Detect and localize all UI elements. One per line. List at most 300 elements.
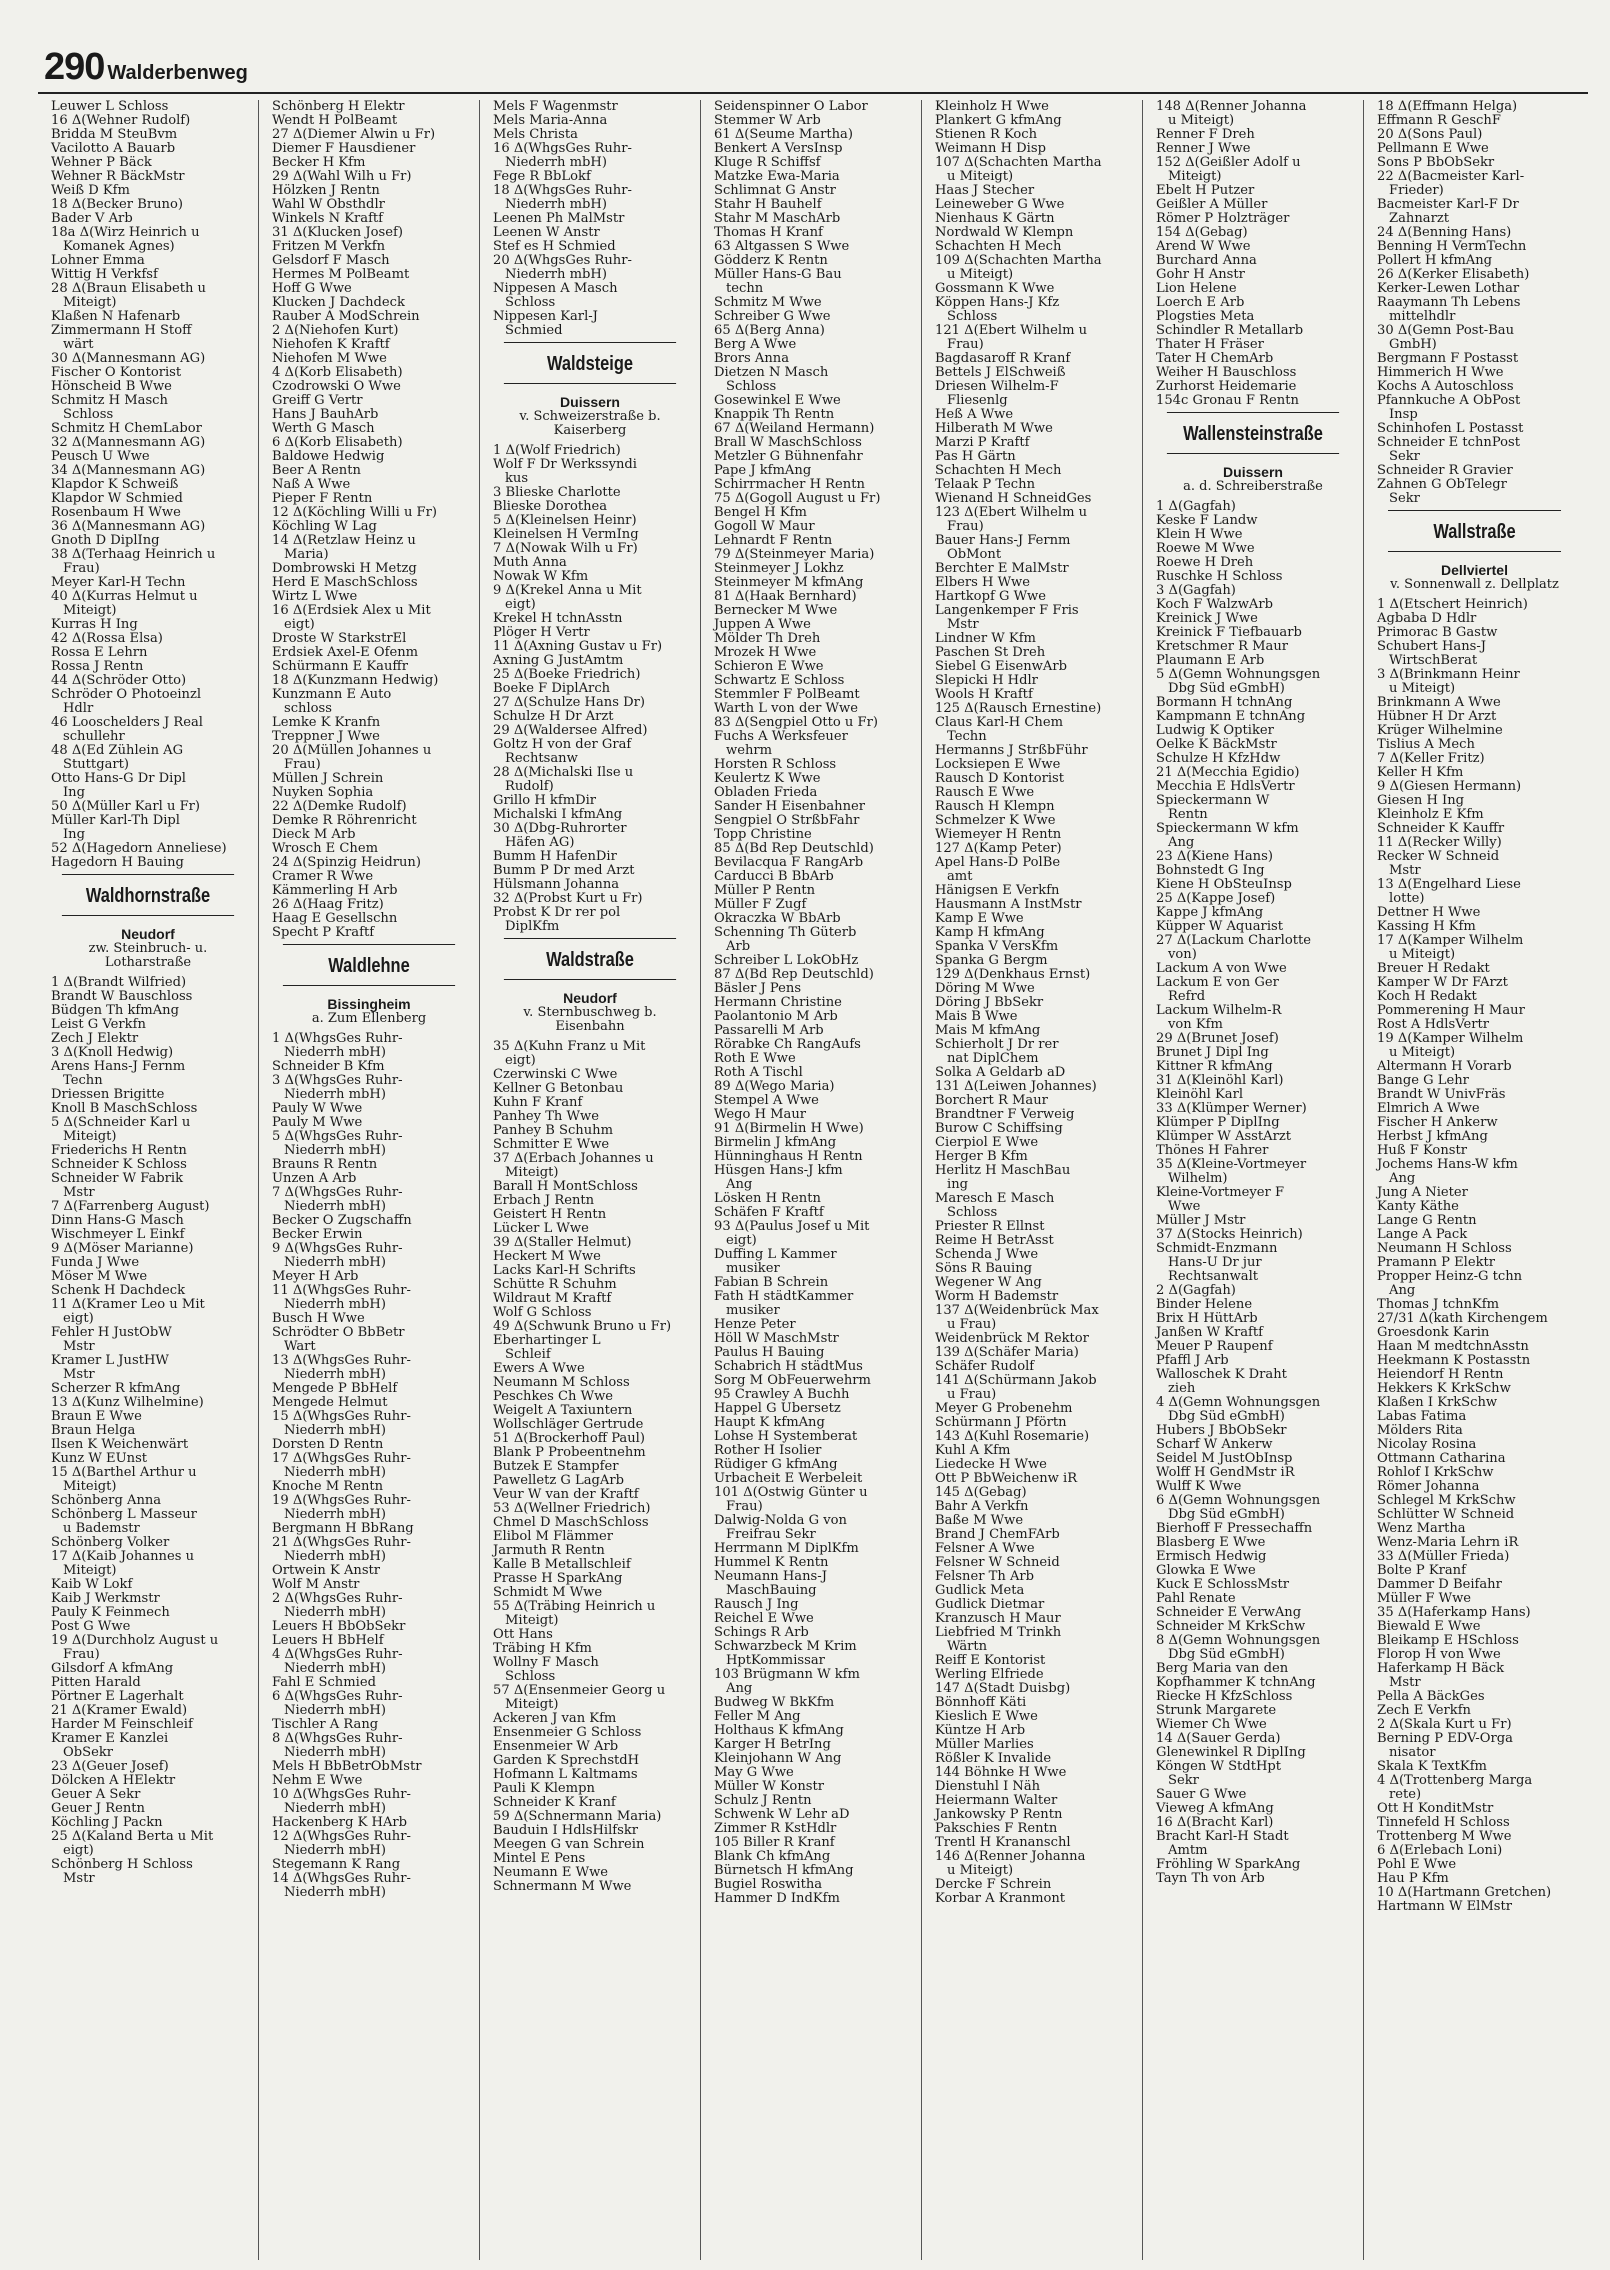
directory-entry: Hölzken J Rentn [272,184,380,198]
entry-continuation: Wwe [1168,1200,1201,1214]
directory-entry: Nicolay Rosina [1377,1438,1477,1452]
directory-entry: Bracht Karl-H Stadt [1156,1830,1289,1844]
directory-entry: Schütte R Schuhm [493,1278,617,1292]
entry-continuation: Rechtsanwalt [1168,1270,1259,1284]
entry-continuation: Mstr [63,1186,95,1200]
directory-entry: Keske F Landw [1156,514,1258,528]
directory-entry: Spanka G Bergm [935,954,1048,968]
entry-continuation: Mstr [63,1872,95,1886]
directory-entry: Pauli K Klempn [493,1782,595,1796]
directory-entry: Sander H Eisenbahner [714,800,866,814]
directory-entry: Bahr A Verkfn [935,1500,1029,1514]
directory-entry: Schwenk W Lehr aD [714,1808,850,1822]
directory-entry: 143 Δ(Kuhl Rosemarie) [935,1430,1090,1444]
entry-continuation: Niederrh mbH) [284,1704,386,1718]
directory-entry: 10 Δ(WhgsGes Ruhr- [272,1788,411,1802]
directory-entry: Baldowe Hedwig [272,450,385,464]
directory-entry: Korbar A Kranmont [935,1892,1066,1906]
directory-entry: Blank Ch kfmAng [714,1850,831,1864]
directory-entry: Ottmann Catharina [1377,1452,1506,1466]
directory-entry: 5 Δ(Kleinelsen Heinr) [493,514,637,528]
directory-entry: Roth E Wwe [714,1052,796,1066]
directory-entry: Schmitz H ChemLabor [51,422,202,436]
directory-entry: 42 Δ(Rossa Elsa) [51,632,163,646]
directory-entry: Post G Wwe [51,1620,131,1634]
directory-entry: Klucken J Dachdeck [272,296,405,310]
directory-entry: Träbing H Kfm [493,1642,592,1656]
directory-entry: Pfaffl J Arb [1156,1354,1229,1368]
entry-continuation: Frau) [726,1500,763,1514]
directory-entry: 18 Δ(Kunzmann Hedwig) [272,674,439,688]
directory-entry: 19 Δ(WhgsGes Ruhr- [272,1494,411,1508]
directory-entry: Mintel E Pens [493,1852,586,1866]
directory-entry: Kramer E Kanzlei [51,1732,169,1746]
directory-entry: Zahnen G ObTelegr [1377,478,1507,492]
entry-continuation: ing [947,1178,969,1192]
street-location: v. Sternbuschweg b. [523,1005,657,1020]
directory-entry: Hausmann A InstMstr [935,898,1082,912]
directory-entry: 26 Δ(Kerker Elisabeth) [1377,268,1530,282]
directory-entry: 11 Δ(Recker Willy) [1377,836,1502,850]
directory-entry: Klümper W AsstArzt [1156,1130,1292,1144]
entry-continuation: Niederrh mbH) [284,1466,386,1480]
directory-entry: Klümper P DiplIng [1156,1116,1280,1130]
directory-entry: Gohr H Anstr [1156,268,1245,282]
directory-entry: Kramer L JustHW [51,1354,169,1368]
directory-entry: Schubert Hans-J [1377,640,1487,654]
directory-entry: Bevilacqua F RangArb [714,856,864,870]
directory-entry: Rörabke Ch RangAufs [714,1038,861,1052]
directory-entry: Herbst J kfmAng [1377,1130,1488,1144]
directory-entry: Blieske Dorothea [493,500,608,514]
directory-entry: Wollny F Masch [493,1656,599,1670]
directory-entry: Demke R Röhrenricht [272,814,417,828]
directory-entry: Becker H Kfm [272,156,366,170]
directory-entry: Tislius A Mech [1377,738,1475,752]
entry-continuation: schullehr [63,730,125,744]
directory-entry: Müller J Mstr [1156,1214,1246,1228]
directory-entry: Huß F Konstr [1377,1144,1467,1158]
directory-entry: 13 Δ(Kunz Wilhelmine) [51,1396,204,1410]
directory-entry: Agbaba D Hdlr [1377,612,1477,626]
directory-entry: Dietzen N Masch [714,366,829,380]
directory-entry: Janßen W Kraftf [1156,1326,1264,1340]
directory-entry: Wirtz L Wwe [272,590,358,604]
directory-entry: Kranzusch H Maur [935,1612,1061,1626]
directory-entry: Köchling J Packn [51,1816,163,1830]
directory-entry: Fath H städtKammer [714,1290,854,1304]
street-heading-block [485,938,695,1040]
directory-entry: 14 Δ(Retzlaw Heinz u [272,534,416,548]
entry-continuation: Miteigt) [63,1130,117,1144]
directory-entry: Köchling W Lag [272,520,377,534]
directory-entry: Stempel A Wwe [714,1094,819,1108]
directory-entry: 141 Δ(Schürmann Jakob [935,1374,1097,1388]
directory-entry: Rausch J Ing [714,1598,799,1612]
directory-entry: 105 Biller R Kranf [714,1836,835,1850]
directory-entry: Hofmann L Kaltmams [493,1768,638,1782]
directory-entry: Harder M Feinschleif [51,1718,193,1732]
directory-entry: 49 Δ(Schwunk Bruno u Fr) [493,1320,672,1334]
directory-entry: 6 Δ(Gemn Wohnungsgen [1156,1494,1321,1508]
entry-continuation: Niederrh mbH) [284,1844,386,1858]
entry-continuation: Miteigt) [505,1698,559,1712]
directory-entry: Fischer H Ankerw [1377,1116,1498,1130]
directory-entry: Hermanns J StrßbFühr [935,744,1088,758]
directory-entry: Schäfen F Kraftf [714,1206,824,1220]
directory-entry: Burow C Schiffsing [935,1122,1063,1136]
directory-entry: Rossa E Lehrn [51,646,148,660]
directory-entry: Ensenmeier G Schloss [493,1726,642,1740]
directory-entry: Klapdor K Schweiß [51,478,179,492]
directory-entry: 2 Δ(Gagfah) [1156,1284,1236,1298]
directory-entry: Rossa J Rentn [51,660,144,674]
directory-entry: Funda J Wwe [51,1256,140,1270]
directory-entry: 27 Δ(Diemer Alwin u Fr) [272,128,436,142]
directory-entry: Dammer D Beifahr [1377,1578,1502,1592]
directory-entry: Schneider E VerwAng [1156,1606,1302,1620]
directory-entry: 31 Δ(Kleinöhl Karl) [1156,1074,1284,1088]
directory-entry: 3 Δ(WhgsGes Ruhr- [272,1074,403,1088]
directory-entry: Dombrowski H Metzg [272,562,417,576]
directory-entry: Mengede P BbHelf [272,1382,398,1396]
directory-entry: Kreinick F Tiefbauarb [1156,626,1302,640]
directory-entry: 50 Δ(Müller Karl u Fr) [51,800,201,814]
directory-entry: Hekkers K KrkSchw [1377,1382,1511,1396]
entry-continuation: Freifrau Sekr [726,1528,816,1542]
directory-entry: Braun E Wwe [51,1410,142,1424]
directory-entry: Schneider B Kfm [272,1060,385,1074]
directory-entry: Hübner H Dr Arzt [1377,710,1497,724]
directory-entry: 79 Δ(Steinmeyer Maria) [714,548,875,562]
directory-entry: Pollert H kfmAng [1377,254,1493,268]
entry-continuation: Rechtsanw [505,752,578,766]
directory-entry: Primorac B Gastw [1377,626,1498,640]
directory-entry: Schenk H Dachdeck [51,1284,186,1298]
directory-entry: Rausch D Kontorist [935,772,1065,786]
directory-entry: Bernecker M Wwe [714,604,838,618]
directory-entry: Elbers H Wwe [935,576,1031,590]
directory-entry: Köngen W StdtHpt [1156,1760,1282,1774]
directory-entry: Bönnhoff Käti [935,1696,1027,1710]
directory-entry: Gudlick Meta [935,1584,1025,1598]
directory-entry: Elibol M Flämmer [493,1530,614,1544]
directory-entry: 4 Δ(Trottenberg Marga [1377,1774,1533,1788]
directory-entry: Tinnefeld H Schloss [1377,1816,1510,1830]
directory-entry: Rauber A ModSchrein [272,310,420,324]
directory-entry: Zurhorst Heidemarie [1156,380,1297,394]
directory-entry: 5 Δ(Gemn Wohnungsgen [1156,668,1321,682]
entry-continuation: Mstr [1389,1676,1421,1690]
directory-entry: Hartmann W ElMstr [1377,1900,1513,1914]
directory-entry: Kreinick J Wwe [1156,612,1258,626]
entry-continuation: eigt) [63,1312,94,1326]
page-number: 290 [44,46,105,88]
directory-entry: Matzke Ewa-Maria [714,170,840,184]
directory-entry: Brauns R Rentn [272,1158,378,1172]
directory-column [1143,100,1364,2260]
directory-entry: Wegener W Ang [935,1276,1042,1290]
directory-entry: Keulertz K Wwe [714,772,821,786]
directory-entry: Gossmann K Wwe [935,282,1055,296]
directory-entry: Römer Johanna [1377,1480,1480,1494]
directory-entry: 7 Δ(WhgsGes Ruhr- [272,1186,403,1200]
directory-entry: Altermann H Vorarb [1377,1060,1512,1074]
street-name: Waldhornstraße [62,874,234,916]
directory-entry: Stienen R Koch [935,128,1038,142]
directory-entry: Czerwinski C Wwe [493,1068,618,1082]
directory-entry: Berg Maria van den [1156,1662,1289,1676]
entry-continuation: Niederrh mbH) [284,1424,386,1438]
directory-entry: Mrozek H Wwe [714,646,817,660]
entry-continuation: u Frau) [947,1388,997,1402]
entry-continuation: Miteigt) [63,296,117,310]
directory-entry: Pommerening H Maur [1377,1004,1525,1018]
directory-entry: Bäsler J Pens [714,982,802,996]
directory-entry: Köppen Hans-J Kfz [935,296,1060,310]
directory-entry: Schürmann E Kauffr [272,660,408,674]
directory-entry: Effmann R GeschF [1377,114,1501,128]
directory-entry: 2 Δ(Skala Kurt u Fr) [1377,1718,1512,1732]
directory-entry: Trentl H Krananschl [935,1836,1071,1850]
entry-continuation: Sekr [1168,1774,1199,1788]
directory-entry: Haupt K kfmAng [714,1416,825,1430]
directory-entry: Felsner A Wwe [935,1542,1035,1556]
directory-entry: Binder Helene [1156,1298,1253,1312]
directory-entry: Chmel D MaschSchloss [493,1516,649,1530]
directory-entry: 53 Δ(Wellner Friedrich) [493,1502,651,1516]
directory-entry: 8 Δ(WhgsGes Ruhr- [272,1732,403,1746]
entry-continuation: Sekr [1389,492,1420,506]
entry-continuation: Miteigt) [63,1564,117,1578]
directory-entry: Jochems Hans-W kfm [1377,1158,1518,1172]
directory-entry: 5 Δ(Schneider Karl u [51,1116,191,1130]
directory-entry: Spieckermann W kfm [1156,822,1299,836]
entry-continuation: Sekr [1389,450,1420,464]
directory-entry: 22 Δ(Bacmeister Karl- [1377,170,1525,184]
directory-entry: Schinhofen L Postasst [1377,422,1524,436]
directory-entry: Rößler K Invalide [935,1752,1052,1766]
directory-entry: Plöger H Vertr [493,626,590,640]
directory-entry: 13 Δ(Engelhard Liese [1377,878,1521,892]
directory-entry: Wildraut M Kraftf [493,1292,612,1306]
directory-entry: Hünninghaus H Rentn [714,1150,863,1164]
directory-entry: 52 Δ(Hagedorn Anneliese) [51,842,227,856]
directory-entry: Duffing L Kammer [714,1248,837,1262]
directory-entry: Kleinöhl Karl [1156,1088,1244,1102]
directory-entry: 20 Δ(Sons Paul) [1377,128,1483,142]
directory-entry: Nuyken Sophia [272,786,374,800]
district-name: Duissern [560,394,620,410]
directory-entry: 6 Δ(WhgsGes Ruhr- [272,1690,403,1704]
directory-entry: Kanty Käthe [1377,1200,1459,1214]
directory-entry: 16 Δ(Bracht Karl) [1156,1816,1274,1830]
directory-entry: Zimmer R KstHdlr [714,1822,837,1836]
directory-entry: Plaumann E Arb [1156,654,1265,668]
directory-entry: Winkels N Kraftf [272,212,384,226]
directory-entry: Rother H Isolier [714,1444,822,1458]
directory-entry: Dienstuhl I Näh [935,1780,1041,1794]
directory-entry: Roewe M Wwe [1156,542,1255,556]
entry-continuation: Frau) [947,338,984,352]
entry-continuation: Ang [1389,1172,1416,1186]
entry-continuation: Miteigt) [505,1614,559,1628]
directory-entry: Leenen Ph MalMstr [493,212,625,226]
directory-entry: Heiermann Walter [935,1794,1058,1808]
directory-entry: Gilsdorf A kfmAng [51,1662,174,1676]
directory-entry: 32 Δ(Probst Kurt u Fr) [493,892,643,906]
directory-entry: Leineweber G Wwe [935,198,1065,212]
directory-entry: Meuer P Raupenf [1156,1340,1273,1354]
directory-entry: Schlütter W Schneid [1377,1508,1515,1522]
directory-entry: Burchard Anna [1156,254,1257,268]
directory-entry: Kleine-Vortmeyer F [1156,1186,1285,1200]
directory-entry: Geuer A Sekr [51,1788,141,1802]
directory-entry: 14 Δ(WhgsGes Ruhr- [272,1872,411,1886]
directory-entry: Hönscheid B Wwe [51,380,172,394]
directory-entry: Slepicki H Hdlr [935,674,1038,688]
entry-continuation: Dbg Süd eGmbH) [1168,1508,1285,1522]
directory-entry: 1 Δ(Gagfah) [1156,500,1236,514]
directory-entry: 121 Δ(Ebert Wilhelm u [935,324,1088,338]
directory-entry: Schulz J Rentn [714,1794,812,1808]
entry-continuation: nisator [1389,1746,1436,1760]
directory-entry: 17 Δ(Kaib Johannes u [51,1550,195,1564]
directory-entry: Herlitz H MaschBau [935,1164,1071,1178]
directory-entry: Goltz H von der Graf [493,738,632,752]
directory-entry: Borchert R Maur [935,1094,1048,1108]
directory-entry: Kassing H Kfm [1377,920,1476,934]
street-location: zw. Steinbruch- u. [88,941,208,956]
directory-entry: 20 Δ(WhgsGes Ruhr- [493,254,632,268]
directory-entry: Weimann H Disp [935,142,1046,156]
directory-entry: Schulze H KfzHdw [1156,752,1281,766]
entry-continuation: Fliesenlg [947,394,1008,408]
directory-entry: Obladen Frieda [714,786,818,800]
directory-entry: 11 Δ(WhgsGes Ruhr- [272,1284,411,1298]
entry-continuation: Miteigt) [1168,170,1222,184]
entry-continuation: Hans-U Dr jur [1168,1256,1262,1270]
directory-entry: Bierhoff F Pressechaffn [1156,1522,1313,1536]
directory-entry: 46 Looschelders J Real [51,716,203,730]
directory-entry: Walloschek K Draht [1156,1368,1287,1382]
directory-entry: Maresch E Masch [935,1192,1055,1206]
directory-entry: Wahl W Obsthdlr [272,198,385,212]
entry-continuation: Frieder) [1389,184,1444,198]
directory-entry: Kunzmann E Auto [272,688,392,702]
directory-entry: Pawelletz G LagArb [493,1474,625,1488]
directory-entry: Ott Hans [493,1628,553,1642]
district-name: Duissern [1223,464,1283,480]
entry-continuation: Hdlr [63,702,94,716]
directory-entry: 30 Δ(Mannesmann AG) [51,352,206,366]
directory-entry: Barall H MontSchloss [493,1180,638,1194]
directory-entry: Zech E Verkfn [1377,1704,1471,1718]
entry-continuation: Niederrh mbH) [284,1256,386,1270]
directory-entry: Krüger Wilhelmine [1377,724,1503,738]
directory-entry: 17 Δ(WhgsGes Ruhr- [272,1452,411,1466]
directory-entry: Mölder Th Dreh [714,632,821,646]
directory-entry: Seidel M JustObInsp [1156,1452,1293,1466]
directory-entry: Schwartz E Schloss [714,674,845,688]
entry-continuation: Mstr [1389,864,1421,878]
entry-continuation: schloss [284,702,332,716]
directory-entry: Bengel H Kfm [714,506,807,520]
directory-entry: Friederichs H Rentn [51,1144,187,1158]
entry-continuation: Niederrh mbH) [284,1746,386,1760]
directory-entry: 44 Δ(Schröder Otto) [51,674,187,688]
directory-entry: Bader V Arb [51,212,133,226]
directory-entry: Klaßen N Hafenarb [51,310,181,324]
directory-entry: Breuer H Redakt [1377,962,1490,976]
directory-entry: Zech J Elektr [51,1032,139,1046]
directory-entry: 28 Δ(Braun Elisabeth u [51,282,206,296]
directory-entry: Driesen Wilhelm-F [935,380,1059,394]
directory-entry: May G Wwe [714,1766,794,1780]
directory-entry: Blank P Probeentnehm [493,1446,646,1460]
directory-entry: Brix H HüttArb [1156,1312,1258,1326]
entry-continuation: Niederrh mbH) [284,1886,386,1900]
directory-entry: Reime H BetrAsst [935,1234,1054,1248]
directory-entry: Arens Hans-J Fernm [51,1060,186,1074]
directory-entry: 2 Δ(Niehofen Kurt) [272,324,399,338]
directory-entry: 139 Δ(Schäfer Maria) [935,1346,1079,1360]
directory-entry: 3 Δ(Gagfah) [1156,584,1236,598]
directory-entry: Geißler A Müller [1156,198,1268,212]
directory-entry: Hartkopf G Wwe [935,590,1046,604]
directory-entry: Renner F Dreh [1156,128,1255,142]
directory-entry: Wiemeyer H Rentn [935,828,1062,842]
directory-entry: Sengpiel O StrßbFahr [714,814,860,828]
directory-entry: Oelke K BäckMstr [1156,738,1277,752]
directory-entry: Fege R BbLokf [493,170,591,184]
directory-entry: Bohnstedt G Ing [1156,864,1265,878]
directory-entry: 18a Δ(Wirz Heinrich u [51,226,200,240]
directory-entry: Langenkemper F Fris [935,604,1079,618]
entry-continuation: Insp [1389,408,1418,422]
directory-entry: Döring M Wwe [935,982,1035,996]
directory-entry: Kretschmer R Maur [1156,640,1289,654]
directory-entry: Ermisch Hedwig [1156,1550,1267,1564]
directory-entry: Horsten R Schloss [714,758,837,772]
directory-entry: 48 Δ(Ed Zühlein AG [51,744,184,758]
directory-entry: Claus Karl-H Chem [935,716,1063,730]
directory-entry: Juppen A Wwe [714,618,811,632]
directory-entry: Heiendorf H Rentn [1377,1368,1504,1382]
directory-entry: Carducci B BbArb [714,870,834,884]
directory-entry: Ott H KonditMstr [1377,1802,1494,1816]
street-heading-block [264,944,474,1032]
directory-column [480,100,701,2260]
directory-entry: 16 Δ(Erdsiek Alex u Mit [272,604,431,618]
directory-entry: Wolf G Schloss [493,1306,592,1320]
directory-entry: Herrmann M DiplKfm [714,1542,859,1556]
directory-entry: Klapdor W Schmied [51,492,183,506]
directory-entry: Fröhling W SparkAng [1156,1858,1301,1872]
directory-entry: Brall W MaschSchloss [714,436,862,450]
directory-entry: Gogoll W Maur [714,520,815,534]
directory-entry: Knoll B MaschSchloss [51,1102,198,1116]
directory-entry: Kuhn F Kranf [493,1096,583,1110]
directory-entry: 29 Δ(Wahl Wilh u Fr) [272,170,412,184]
street-location: Lotharstraße [104,955,192,970]
directory-entry: Schneider E tchnPost [1377,436,1520,450]
directory-entry: Arend W Wwe [1156,240,1251,254]
directory-entry: Worm H Bademstr [935,1290,1059,1304]
directory-entry: 19 Δ(Kamper Wilhelm [1377,1032,1524,1046]
directory-entry: Schneider K Schloss [51,1158,187,1172]
directory-column [259,100,480,2260]
